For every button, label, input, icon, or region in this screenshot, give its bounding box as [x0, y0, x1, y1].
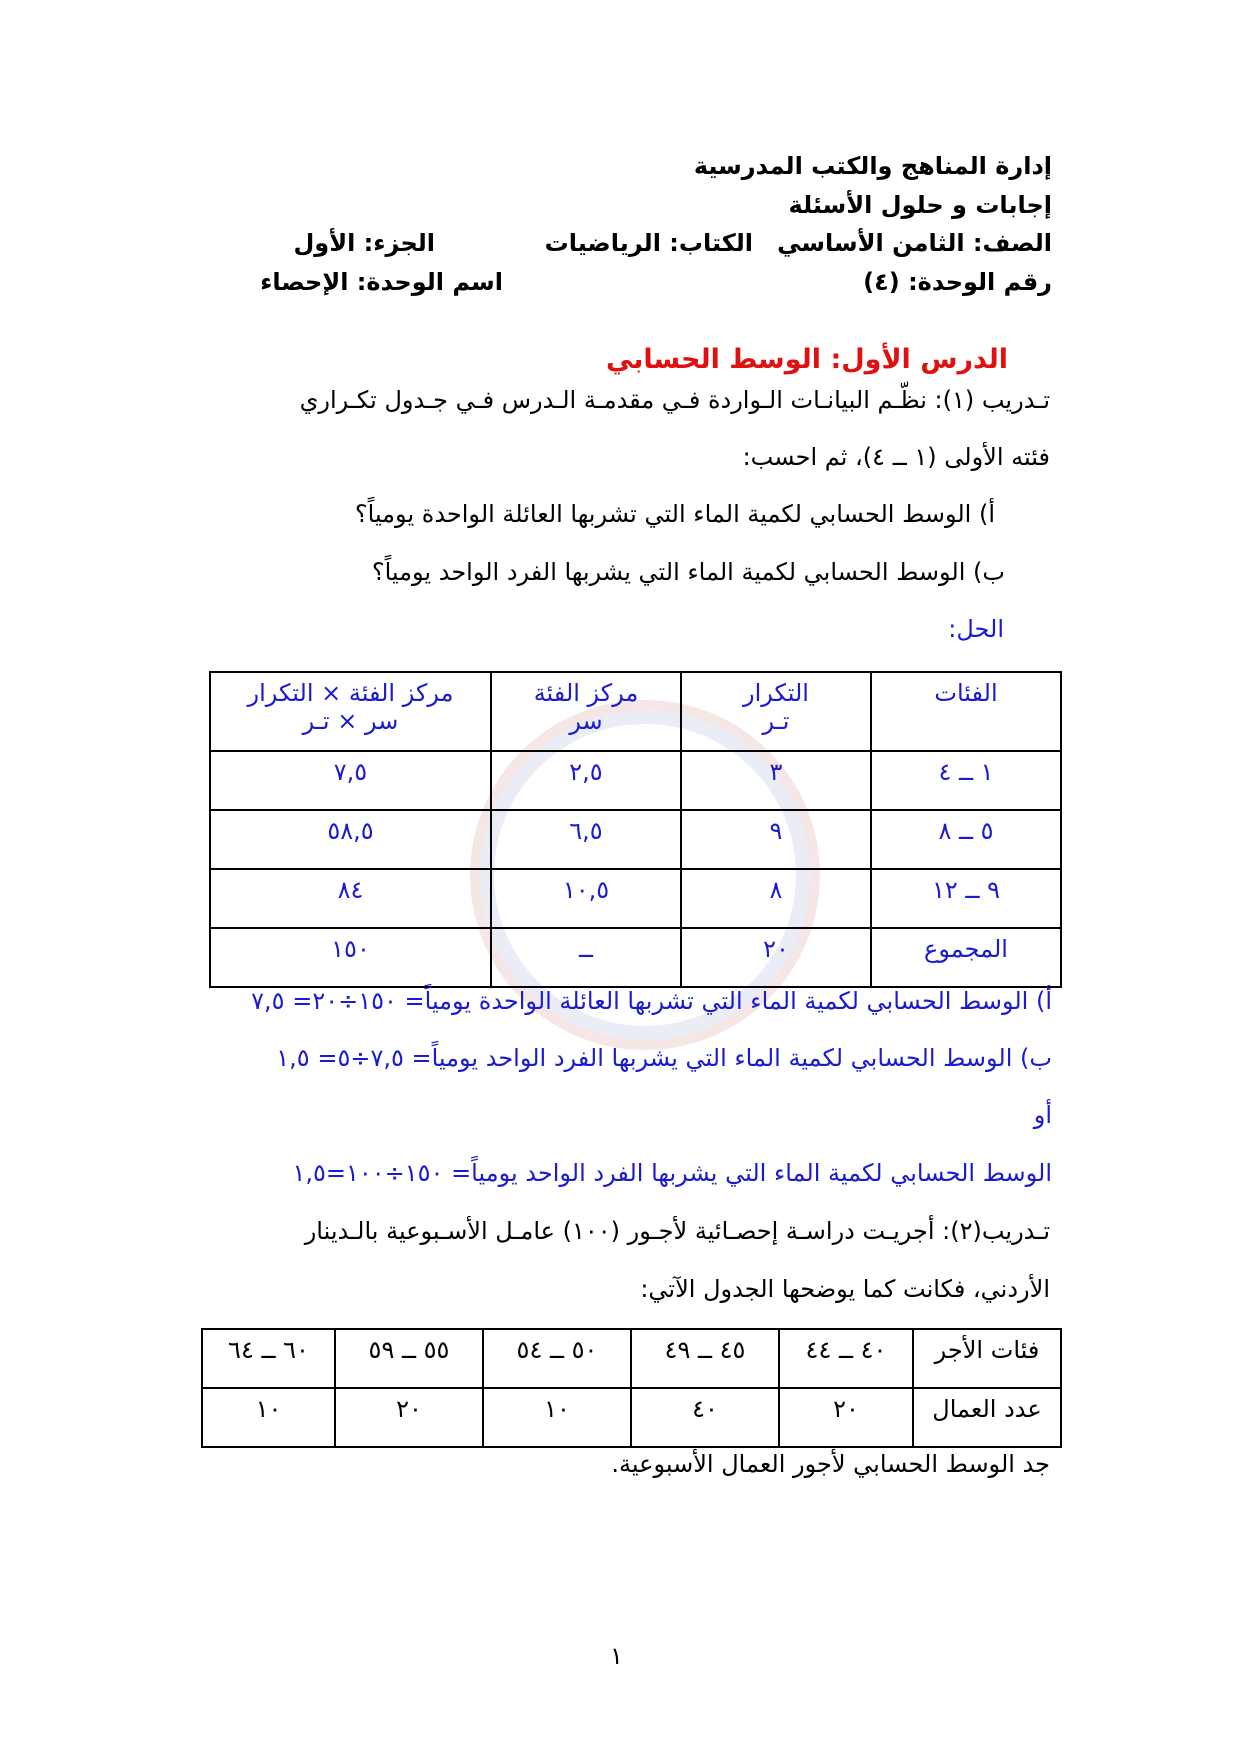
cell: ٢٠: [681, 928, 871, 987]
answer-or: أو: [1033, 1101, 1052, 1129]
cell: ٢٠: [335, 1388, 483, 1447]
answer-a: أ) الوسط الحسابي لكمية الماء التي تشربها العائلة الواحدة يومياً= ١٥٠÷٢٠= ٧,٥: [251, 987, 1052, 1015]
header-cell: [681, 672, 871, 751]
exercise2-line2: الأردني، فكانت كما يوضحها الجدول الآتي:: [640, 1275, 1050, 1303]
exercise2-line1: تـدريب(٢): أجريـت دراسـة إحصـائية لأجـور (١٠٠) عامـل الأسـبوعية بالـدينار: [304, 1217, 1050, 1245]
cell: ٤٥ ــ ٤٩: [631, 1329, 779, 1388]
table-row: [202, 1329, 1061, 1388]
row-label: فئات الأجر: [913, 1329, 1061, 1388]
table-total-row: [210, 928, 1061, 987]
question-a: أ) الوسط الحسابي لكمية الماء التي تشربها العائلة الواحدة يومياً؟: [354, 500, 995, 528]
cell: ٨٤: [210, 869, 491, 928]
header-cell: [871, 672, 1061, 751]
cell: ١٠: [483, 1388, 631, 1447]
cell: ٥٨,٥: [210, 810, 491, 869]
header-part: الجزء: الأول: [293, 229, 435, 257]
header-sub: سر × تـر: [302, 707, 399, 735]
header-main: مركز الفئة × التكرار: [247, 679, 454, 707]
cell: ٥ ــ ٨: [871, 810, 1061, 869]
exercise1-line2: فئته الأولى (١ ــ ٤)، ثم احسب:: [742, 443, 1050, 471]
cell: ١٥٠: [210, 928, 491, 987]
header-main: مركز الفئة: [533, 679, 639, 707]
solution-label: الحل:: [948, 615, 1004, 643]
header-main: التكرار: [743, 679, 809, 707]
table-row: [210, 810, 1061, 869]
header-unit-name: اسم الوحدة: الإحصاء: [260, 268, 503, 296]
cell: ــ: [491, 928, 681, 987]
table-header-row: [210, 672, 1061, 751]
header-department: إدارة المناهج والكتب المدرسية: [693, 152, 1052, 180]
cell: ٧,٥: [210, 751, 491, 810]
lesson-title: الدرس الأول: الوسط الحسابي: [605, 344, 1008, 375]
row-label: عدد العمال: [913, 1388, 1061, 1447]
wages-table: [201, 1328, 1062, 1448]
cell: ٣: [681, 751, 871, 810]
header-unit-number: رقم الوحدة: (٤): [863, 268, 1052, 296]
header-grade: الصف: الثامن الأساسي: [777, 229, 1052, 257]
header-subtitle: إجابات و حلول الأسئلة: [788, 191, 1052, 219]
cell: ٤٠ ــ ٤٤: [779, 1329, 913, 1388]
frequency-table: [209, 671, 1062, 988]
page-number: ١: [610, 1642, 623, 1670]
table-row: [210, 751, 1061, 810]
cell: ١٠: [202, 1388, 335, 1447]
cell: ٤٠: [631, 1388, 779, 1447]
cell: ٥٠ ــ ٥٤: [483, 1329, 631, 1388]
cell: ٦,٥: [491, 810, 681, 869]
cell: ١٠,٥: [491, 869, 681, 928]
cell: ٢٠: [779, 1388, 913, 1447]
cell: ٨: [681, 869, 871, 928]
cell: ٩: [681, 810, 871, 869]
header-cell: [210, 672, 491, 751]
cell: ٩ ــ ١٢: [871, 869, 1061, 928]
header-sub: تـر: [762, 707, 790, 735]
exercise2-question: جد الوسط الحسابي لأجور العمال الأسبوعية.: [611, 1450, 1050, 1478]
cell: ١ ــ ٤: [871, 751, 1061, 810]
header-main: الفئات: [934, 679, 998, 707]
cell: ٢,٥: [491, 751, 681, 810]
answer-c: الوسط الحسابي لكمية الماء التي يشربها الفرد الواحد يومياً= ١٥٠÷١٠٠=١,٥: [292, 1159, 1052, 1187]
question-b: ب) الوسط الحسابي لكمية الماء التي يشربها الفرد الواحد يومياً؟: [371, 558, 1005, 586]
header-cell: [491, 672, 681, 751]
cell: ٥٥ ــ ٥٩: [335, 1329, 483, 1388]
table-row: [202, 1388, 1061, 1447]
cell: ٦٠ ــ ٦٤: [202, 1329, 335, 1388]
exercise1-line1: تـدريب (١): نظّـم البيانـات الـواردة فـي مقدمـة الـدرس فـي جـدول تكـراري: [299, 386, 1050, 414]
table-row: [210, 869, 1061, 928]
cell: المجموع: [871, 928, 1061, 987]
header-book: الكتاب: الرياضيات: [544, 229, 753, 257]
answer-b: ب) الوسط الحسابي لكمية الماء التي يشربها الفرد الواحد يومياً= ٧,٥÷٥= ١,٥: [276, 1044, 1052, 1072]
header-sub: سر: [569, 707, 603, 735]
